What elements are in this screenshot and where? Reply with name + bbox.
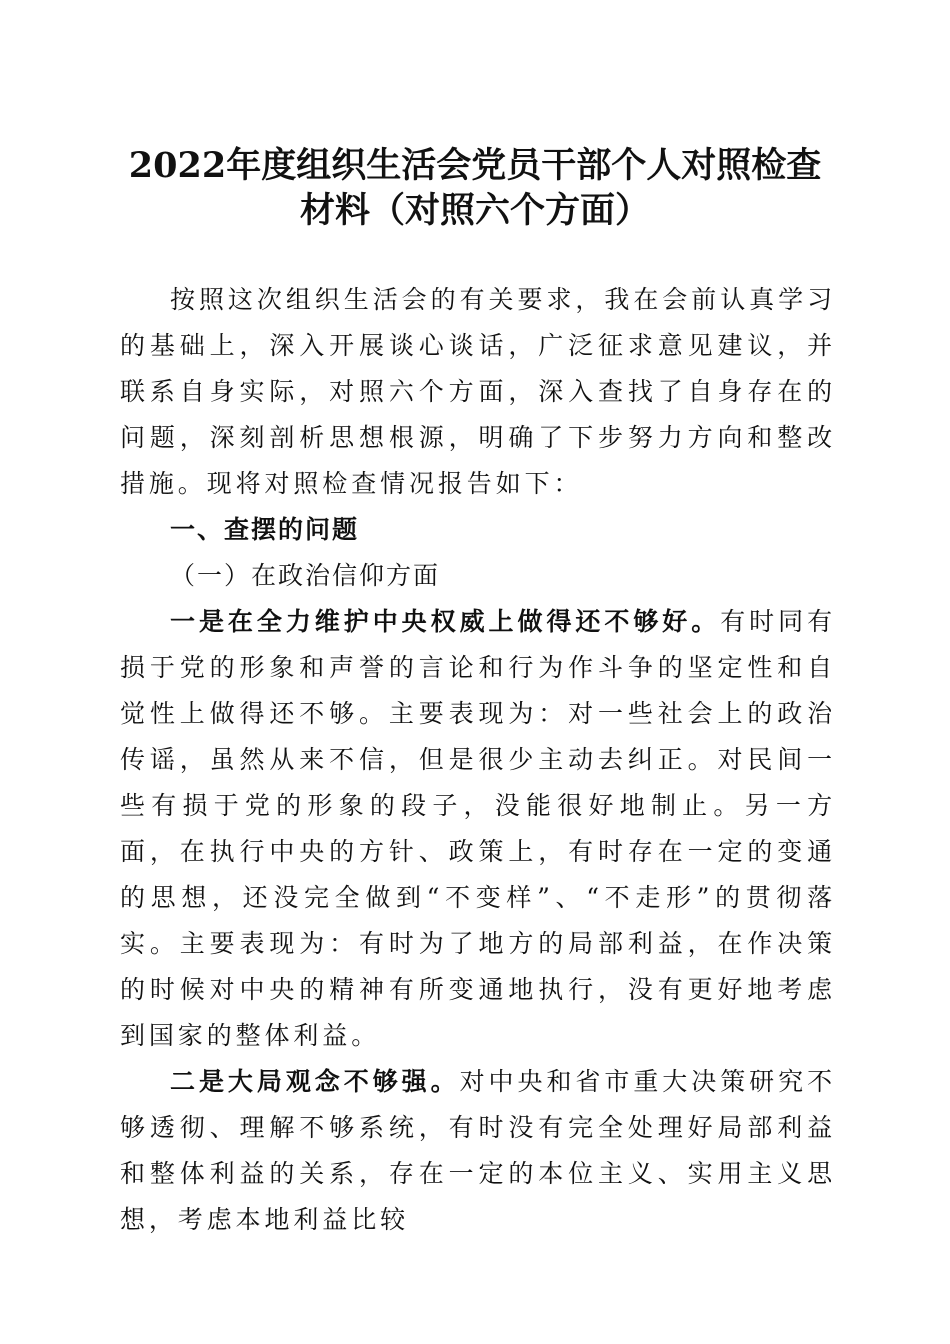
item-lead-1: 一是在全力维护中央权威上做得还不够好。 xyxy=(170,607,721,636)
item-paragraph-1 xyxy=(120,599,836,1059)
item-paragraph-2 xyxy=(120,1059,836,1243)
item-text-1: 有时同有损于党的形象和声誉的言论和行为作斗争的坚定性和自觉性上做得还不够。主要表现为：对一些社会上的政治传谣，虽然从来不信，但是很少主动去纠正。对民间一些有损于党的形象的段子，没能很好地制止。另一方面，在执行中央的方针、政策上，有时存在一定的变通的思想，还没完全做到“不变样”、“不走形”的贯彻落实。主要表现为：有时为了地方的局部利益，在作决策的时候对中央的精神有所变通地执行，没有更好地考虑到国家的整体利益。 xyxy=(120,607,836,1050)
intro-paragraph: 按照这次组织生活会的有关要求，我在会前认真学习的基础上，深入开展谈心谈话，广泛征求意见建议，并联系自身实际，对照六个方面，深入查找了自身存在的问题，深刻剖析思想根源，明确了下步努力方向和整改措施。现将对照检查情况报告如下： xyxy=(120,285,836,498)
section-heading: 一、查摆的问题 xyxy=(170,515,360,544)
item-text-2: 对中央和省市重大决策研究不够透彻、理解不够系统，有时没有完全处理好局部利益和整体利益的关系，存在一定的本位主义、实用主义思想，考虑本地利益比较 xyxy=(120,1067,836,1234)
document-title-line1: 2022年度组织生活会党员干部个人对照检查 xyxy=(128,145,822,186)
item-lead-2: 二是大局观念不够强。 xyxy=(170,1067,460,1096)
document-title-line2: 材料（对照六个方面） xyxy=(299,190,650,231)
document-body xyxy=(120,277,836,1243)
subsection-heading: （一）在政治信仰方面 xyxy=(170,561,441,590)
